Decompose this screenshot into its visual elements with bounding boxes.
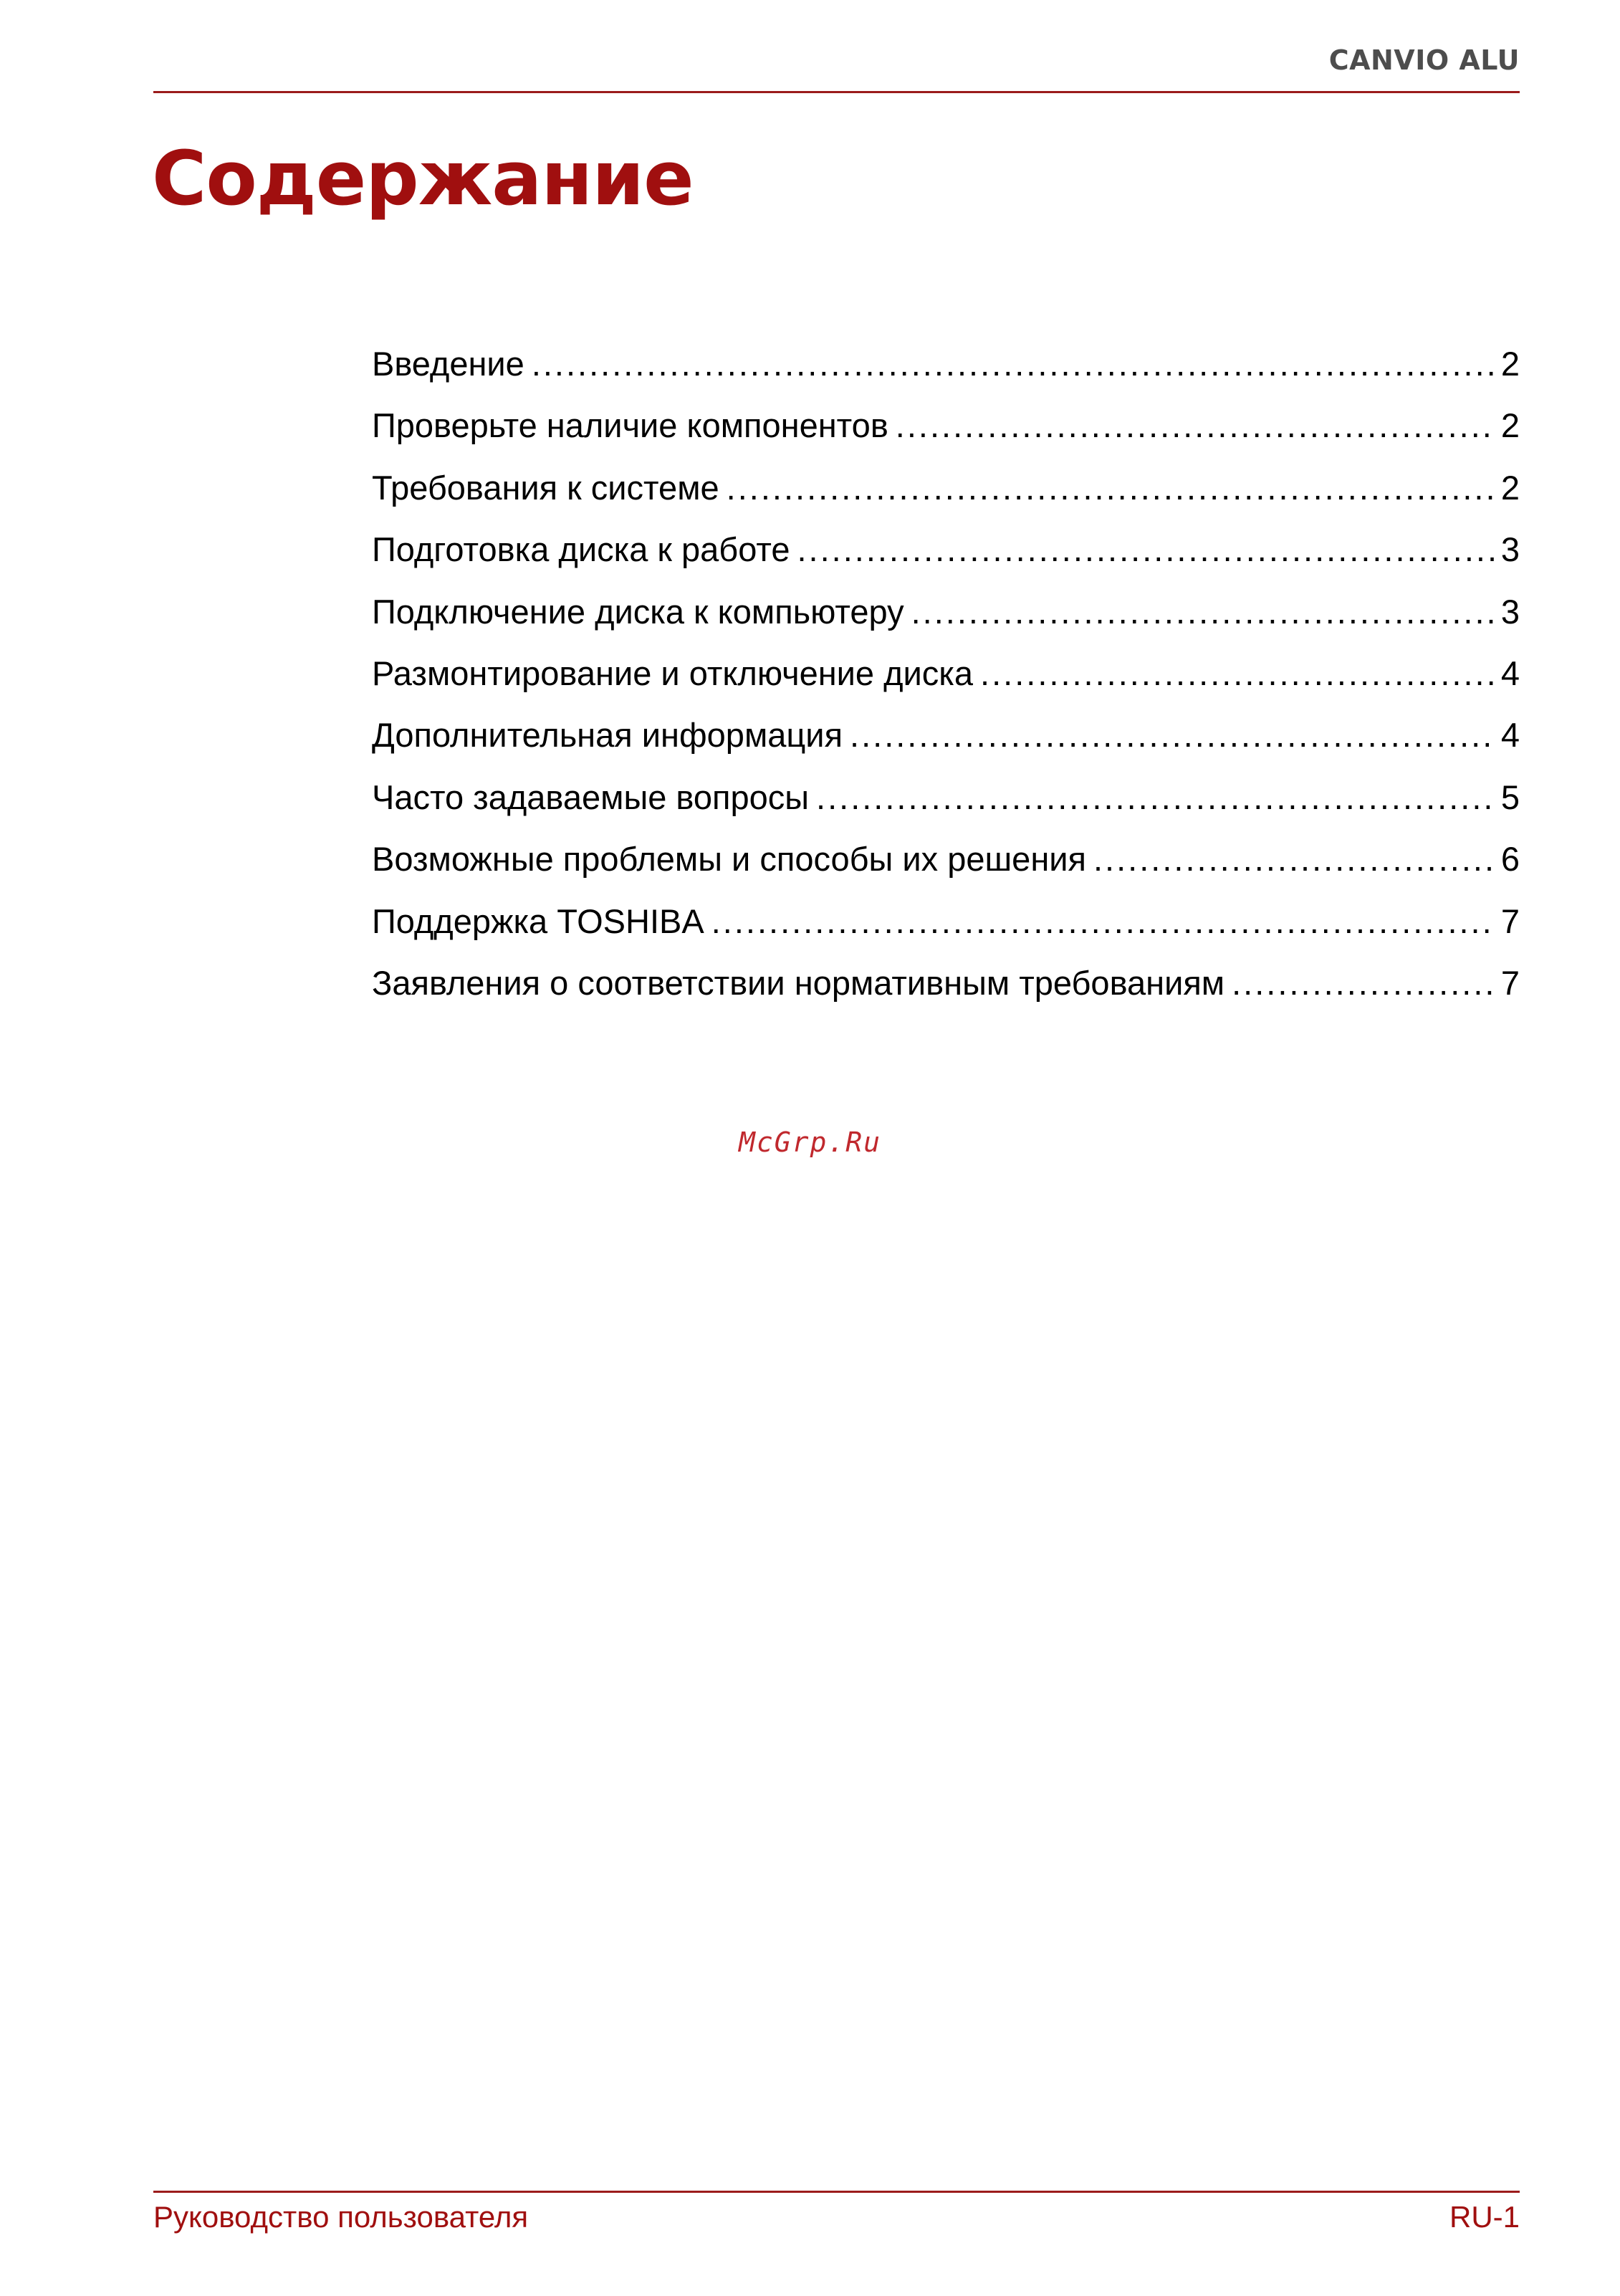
toc-entry[interactable] bbox=[372, 959, 1520, 1020]
toc-dot-leader bbox=[816, 773, 1494, 822]
toc-entry-page: 2 bbox=[1500, 345, 1520, 383]
toc-dot-leader bbox=[911, 588, 1494, 636]
toc-entry[interactable] bbox=[372, 401, 1520, 463]
toc-dot-leader bbox=[797, 525, 1493, 574]
toc-entry[interactable] bbox=[372, 897, 1520, 959]
toc-entry[interactable] bbox=[372, 525, 1520, 587]
toc-entry-page: 3 bbox=[1500, 530, 1520, 569]
toc-entry-page: 2 bbox=[1500, 468, 1520, 507]
footer-manual-title: Руководство пользователя bbox=[153, 2200, 529, 2234]
toc-entry[interactable] bbox=[372, 711, 1520, 772]
toc-dot-leader bbox=[1093, 835, 1494, 884]
toc-dot-leader bbox=[532, 340, 1494, 388]
toc-entry-label: Дополнительная информация bbox=[372, 716, 843, 755]
toc-entry-label: Подключение диска к компьютеру bbox=[372, 592, 904, 631]
toc-dot-leader bbox=[896, 401, 1494, 450]
toc-entry-page: 7 bbox=[1500, 901, 1520, 940]
toc-entry-page: 3 bbox=[1500, 592, 1520, 631]
toc-entry[interactable] bbox=[372, 588, 1520, 649]
toc-entry-page: 4 bbox=[1500, 654, 1520, 692]
toc-entry-label: Проверьте наличие компонентов bbox=[372, 406, 888, 445]
toc-entry[interactable] bbox=[372, 340, 1520, 401]
footer-divider bbox=[153, 2191, 1520, 2193]
toc-entry-label: Подготовка диска к работе bbox=[372, 530, 790, 569]
toc-entry-label: Заявления о соответствии нормативным требованиям bbox=[372, 963, 1225, 1002]
page-title: Содержание bbox=[152, 135, 694, 222]
toc-entry-page: 7 bbox=[1500, 963, 1520, 1002]
toc-entry-page: 5 bbox=[1500, 778, 1520, 816]
toc-dot-leader bbox=[711, 897, 1494, 946]
toc-entry[interactable] bbox=[372, 464, 1520, 525]
header-brand: CANVIO ALU bbox=[1328, 44, 1520, 76]
header-divider bbox=[153, 91, 1520, 93]
toc-entry-page: 2 bbox=[1500, 406, 1520, 445]
toc-dot-leader bbox=[850, 711, 1494, 760]
toc-dot-leader bbox=[727, 464, 1494, 512]
toc-entry-label: Размонтирование и отключение диска bbox=[372, 654, 974, 692]
watermark: McGrp.Ru bbox=[738, 1127, 882, 1158]
toc-entry[interactable] bbox=[372, 773, 1520, 835]
toc-entry-label: Требования к системе bbox=[372, 468, 719, 507]
toc-entry-page: 4 bbox=[1500, 716, 1520, 755]
toc-entry-label: Поддержка TOSHIBA bbox=[372, 901, 704, 940]
toc-dot-leader bbox=[980, 649, 1494, 698]
toc-entry-label: Возможные проблемы и способы их решения bbox=[372, 840, 1086, 879]
footer-page-number: RU-1 bbox=[1449, 2200, 1520, 2234]
toc-dot-leader bbox=[1232, 959, 1494, 1008]
toc-entry[interactable] bbox=[372, 835, 1520, 896]
table-of-contents bbox=[372, 340, 1520, 1020]
toc-entry[interactable] bbox=[372, 649, 1520, 711]
toc-entry-label: Часто задаваемые вопросы bbox=[372, 778, 810, 816]
toc-entry-page: 6 bbox=[1500, 840, 1520, 879]
toc-entry-label: Введение bbox=[372, 345, 524, 383]
